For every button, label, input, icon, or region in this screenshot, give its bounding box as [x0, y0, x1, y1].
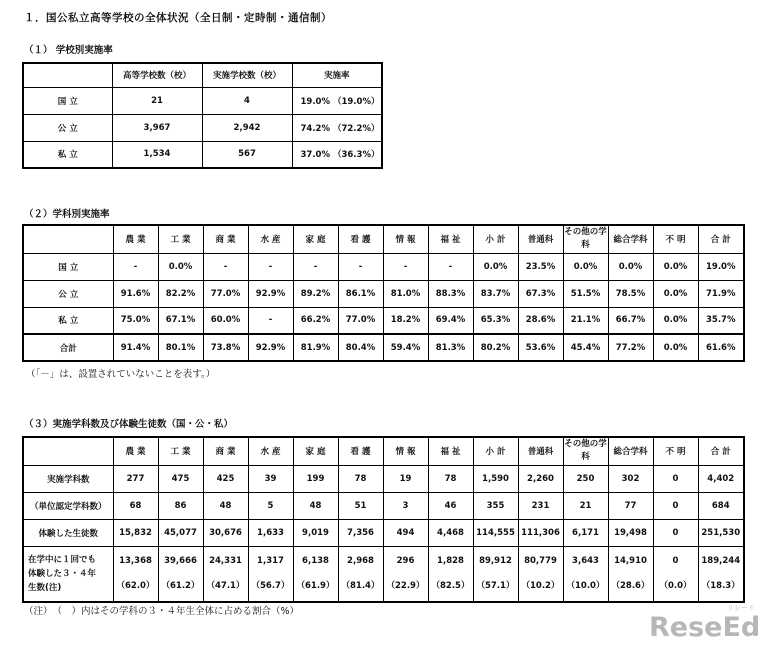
- rate-cell: 60.0%: [203, 307, 248, 334]
- header-cell: 商 業: [203, 225, 248, 253]
- count-cell: [293, 546, 338, 602]
- header-cell: 農 業: [113, 437, 158, 465]
- rate-cell: 19.0%: [698, 253, 744, 280]
- section3-note: （注） （ ）内はその学科の３・４年生全体に占める割合（%）: [24, 606, 300, 617]
- rate-previous: （72.2%）: [332, 123, 380, 134]
- header-cell: 工 業: [158, 225, 203, 253]
- rate-cell: 91.4%: [113, 334, 158, 361]
- count-cell: 250: [563, 465, 608, 492]
- table-row: [23, 519, 744, 546]
- implementing-count-cell: 567: [202, 141, 292, 168]
- table-row: [23, 280, 744, 307]
- header-cell: 合 計: [698, 437, 744, 465]
- header-cell: 総合学科: [608, 437, 653, 465]
- rate-cell: 18.2%: [383, 307, 428, 334]
- logo-text: ReseEd: [649, 612, 759, 640]
- row-label-line: 生数(注): [28, 582, 62, 593]
- implementing-count-cell: 4: [202, 87, 292, 114]
- department-rate-table: [22, 224, 745, 362]
- rate-cell: 67.1%: [158, 307, 203, 334]
- count-cell: 3: [383, 492, 428, 519]
- count-cell: 1,633: [248, 519, 293, 546]
- count-cell: [563, 546, 608, 602]
- count-cell: [428, 546, 473, 602]
- rate-cell: -: [428, 253, 473, 280]
- row-label: 国 立: [23, 253, 113, 280]
- header-cell: 福 祉: [428, 225, 473, 253]
- count-cell: 21: [563, 492, 608, 519]
- rate-cell: 91.6%: [113, 280, 158, 307]
- rate-cell: 23.5%: [518, 253, 563, 280]
- count-value: 3,643: [572, 555, 599, 566]
- count-cell: 251,530: [698, 519, 744, 546]
- count-cell: 9,019: [293, 519, 338, 546]
- count-cell: 7,356: [338, 519, 383, 546]
- count-cell: 0: [653, 465, 698, 492]
- rate-cell: 77.0%: [338, 307, 383, 334]
- rate-previous: （19.0%）: [332, 96, 380, 107]
- count-value: 13,368: [119, 555, 152, 566]
- count-cell: 355: [473, 492, 518, 519]
- count-cell: [473, 546, 518, 602]
- count-cell: 51: [338, 492, 383, 519]
- rate-cell: 92.9%: [248, 334, 293, 361]
- row-label: 合計: [23, 334, 113, 361]
- share-value: （0.0）: [659, 580, 692, 591]
- rate-cell: 66.2%: [293, 307, 338, 334]
- rate-cell: 0.0%: [158, 253, 203, 280]
- share-value: （28.6）: [611, 580, 650, 591]
- table-row: [23, 114, 382, 141]
- school-rate-table: [22, 62, 383, 169]
- row-label: 国 立: [23, 87, 112, 114]
- rate-cell: -: [338, 253, 383, 280]
- count-cell: 475: [158, 465, 203, 492]
- row-label: 公 立: [23, 114, 112, 141]
- rate-cell: 0.0%: [608, 253, 653, 280]
- rate-cell: 92.9%: [248, 280, 293, 307]
- rate-cell: 67.3%: [518, 280, 563, 307]
- count-value: 6,138: [302, 555, 329, 566]
- rate-cell: 0.0%: [473, 253, 518, 280]
- table-row: [23, 465, 744, 492]
- count-cell: 5: [248, 492, 293, 519]
- count-cell: 114,555: [473, 519, 518, 546]
- count-value: 1,828: [437, 555, 464, 566]
- rate-cell: 73.8%: [203, 334, 248, 361]
- count-cell: [338, 546, 383, 602]
- count-value: 39,666: [164, 555, 197, 566]
- rate-cell: -: [248, 253, 293, 280]
- row-label: 私 立: [23, 307, 113, 334]
- table-row: [23, 492, 744, 519]
- section2-heading: （２）学科別実施率: [24, 209, 110, 220]
- section1-heading: （１） 学校別実施率: [24, 45, 113, 56]
- rate-cell: 0.0%: [653, 334, 698, 361]
- table-header-row: [23, 63, 382, 87]
- row-label: 私 立: [23, 141, 112, 168]
- implementing-count-cell: 2,942: [202, 114, 292, 141]
- section3-heading: （３）実施学科数及び体験生徒数（国・公・私）: [24, 419, 234, 430]
- count-cell: 231: [518, 492, 563, 519]
- rate-cell: 80.2%: [473, 334, 518, 361]
- table-row: [23, 253, 744, 280]
- row-label: 体験した生徒数: [23, 519, 113, 546]
- count-cell: 15,832: [113, 519, 158, 546]
- share-value: （62.0）: [116, 580, 155, 591]
- header-cell: 実施率: [292, 63, 382, 87]
- table-row: [23, 141, 382, 168]
- header-cell: 小 計: [473, 225, 518, 253]
- rate-cell: 83.7%: [473, 280, 518, 307]
- count-value: 296: [396, 555, 415, 566]
- count-cell: [383, 546, 428, 602]
- count-value: 2,968: [347, 555, 374, 566]
- rate-cell: [292, 87, 382, 114]
- school-count-cell: 3,967: [112, 114, 202, 141]
- share-value: （61.2）: [161, 580, 200, 591]
- rate-cell: 77.0%: [203, 280, 248, 307]
- rate-cell: 75.0%: [113, 307, 158, 334]
- rate-cell: -: [248, 307, 293, 334]
- count-cell: 4,468: [428, 519, 473, 546]
- header-cell: 家 庭: [293, 225, 338, 253]
- rate-cell: 0.0%: [563, 253, 608, 280]
- count-cell: 78: [428, 465, 473, 492]
- row-label: [23, 546, 113, 602]
- header-cell: その他の学科: [563, 225, 608, 253]
- rate-cell: 80.4%: [338, 334, 383, 361]
- count-cell: 0: [653, 519, 698, 546]
- rate-cell: 80.1%: [158, 334, 203, 361]
- rate-cell: 35.7%: [698, 307, 744, 334]
- header-cell: 合 計: [698, 225, 744, 253]
- logo-subtext: リシード: [727, 604, 755, 612]
- share-value: （10.0）: [566, 580, 605, 591]
- header-cell: [23, 63, 112, 87]
- reseed-logo: [647, 600, 759, 644]
- count-cell: 4,402: [698, 465, 744, 492]
- count-cell: 86: [158, 492, 203, 519]
- count-cell: 2,260: [518, 465, 563, 492]
- header-cell: 看 護: [338, 225, 383, 253]
- header-cell: その他の学科: [563, 437, 608, 465]
- count-value: 14,910: [614, 555, 647, 566]
- header-cell: 家 庭: [293, 437, 338, 465]
- count-cell: 48: [203, 492, 248, 519]
- header-cell: 水 産: [248, 437, 293, 465]
- rate-cell: 61.6%: [698, 334, 744, 361]
- students-table: [22, 436, 745, 603]
- share-value: （22.9）: [386, 580, 425, 591]
- row-label: 公 立: [23, 280, 113, 307]
- rate-cell: [292, 114, 382, 141]
- rate-cell: 81.3%: [428, 334, 473, 361]
- table-row: [23, 307, 744, 334]
- share-value: （56.7）: [251, 580, 290, 591]
- share-value: （82.5）: [431, 580, 470, 591]
- rate-cell: 81.9%: [293, 334, 338, 361]
- rate-cell: 89.2%: [293, 280, 338, 307]
- count-cell: 48: [293, 492, 338, 519]
- share-value: （47.1）: [206, 580, 245, 591]
- header-cell: 普通科: [518, 437, 563, 465]
- count-cell: 45,077: [158, 519, 203, 546]
- count-cell: 302: [608, 465, 653, 492]
- header-cell: [23, 437, 113, 465]
- rate-value: 37.0%: [300, 150, 330, 161]
- count-cell: 19: [383, 465, 428, 492]
- header-cell: 高等学校数（校）: [112, 63, 202, 87]
- share-value: （10.2）: [521, 580, 560, 591]
- table-header-row: [23, 437, 744, 465]
- rate-cell: 0.0%: [653, 307, 698, 334]
- rate-cell: -: [113, 253, 158, 280]
- rate-value: 19.0%: [300, 96, 330, 107]
- count-cell: [698, 546, 744, 602]
- header-cell: 実施学校数（校）: [202, 63, 292, 87]
- count-value: 1,317: [257, 555, 284, 566]
- header-cell: 不 明: [653, 437, 698, 465]
- rate-value: 74.2%: [300, 123, 330, 134]
- rate-cell: -: [383, 253, 428, 280]
- rate-cell: 88.3%: [428, 280, 473, 307]
- table-row: [23, 87, 382, 114]
- header-cell: 情 報: [383, 437, 428, 465]
- count-cell: 6,171: [563, 519, 608, 546]
- count-cell: [113, 546, 158, 602]
- count-cell: 684: [698, 492, 744, 519]
- count-cell: 19,498: [608, 519, 653, 546]
- count-cell: 46: [428, 492, 473, 519]
- header-cell: 不 明: [653, 225, 698, 253]
- rate-cell: 51.5%: [563, 280, 608, 307]
- table-row: [23, 334, 744, 361]
- table-header-row: [23, 225, 744, 253]
- rate-cell: -: [293, 253, 338, 280]
- school-count-cell: 1,534: [112, 141, 202, 168]
- count-cell: 68: [113, 492, 158, 519]
- rate-cell: 81.0%: [383, 280, 428, 307]
- header-cell: 総合学科: [608, 225, 653, 253]
- header-cell: 工 業: [158, 437, 203, 465]
- row-label: （単位認定学科数）: [23, 492, 113, 519]
- header-cell: 普通科: [518, 225, 563, 253]
- count-cell: [158, 546, 203, 602]
- count-cell: 30,676: [203, 519, 248, 546]
- rate-cell: 0.0%: [653, 280, 698, 307]
- share-value: （61.9）: [296, 580, 335, 591]
- rate-cell: 78.5%: [608, 280, 653, 307]
- rate-cell: 65.3%: [473, 307, 518, 334]
- count-cell: [203, 546, 248, 602]
- header-cell: 看 護: [338, 437, 383, 465]
- header-cell: 福 祉: [428, 437, 473, 465]
- header-cell: 商 業: [203, 437, 248, 465]
- count-value: 80,779: [524, 555, 557, 566]
- count-cell: 0: [653, 492, 698, 519]
- header-cell: 水 産: [248, 225, 293, 253]
- header-cell: 情 報: [383, 225, 428, 253]
- rate-cell: 71.9%: [698, 280, 744, 307]
- count-cell: 494: [383, 519, 428, 546]
- count-cell: [248, 546, 293, 602]
- count-cell: 77: [608, 492, 653, 519]
- count-value: 24,331: [209, 555, 242, 566]
- rate-cell: 66.7%: [608, 307, 653, 334]
- share-value: （81.4）: [341, 580, 380, 591]
- header-cell: [23, 225, 113, 253]
- count-value: 189,244: [701, 555, 741, 566]
- rate-cell: 69.4%: [428, 307, 473, 334]
- section2-note: （「－」は、設置されていないことを表す。）: [26, 369, 216, 380]
- count-cell: 39: [248, 465, 293, 492]
- rate-cell: 53.6%: [518, 334, 563, 361]
- rate-cell: 59.4%: [383, 334, 428, 361]
- rate-cell: 45.4%: [563, 334, 608, 361]
- row-label-line: 在学中に１回でも: [28, 554, 97, 565]
- rate-cell: 77.2%: [608, 334, 653, 361]
- count-value: 89,912: [479, 555, 512, 566]
- document-title: １．国公私立高等学校の全体状況（全日制・定時制・通信制）: [24, 12, 332, 24]
- count-cell: [608, 546, 653, 602]
- share-value: （18.3）: [701, 580, 740, 591]
- share-value: （57.1）: [476, 580, 515, 591]
- row-label: 実施学科数: [23, 465, 113, 492]
- count-cell: 277: [113, 465, 158, 492]
- count-cell: 111,306: [518, 519, 563, 546]
- header-cell: 小 計: [473, 437, 518, 465]
- rate-cell: 0.0%: [653, 253, 698, 280]
- count-cell: 78: [338, 465, 383, 492]
- rate-previous: （36.3%）: [332, 150, 380, 161]
- count-cell: 425: [203, 465, 248, 492]
- header-cell: 農 業: [113, 225, 158, 253]
- row-label-line: 体験した３・４年: [28, 568, 97, 579]
- rate-cell: 28.6%: [518, 307, 563, 334]
- rate-cell: [292, 141, 382, 168]
- rate-cell: 82.2%: [158, 280, 203, 307]
- rate-cell: 86.1%: [338, 280, 383, 307]
- rate-cell: 21.1%: [563, 307, 608, 334]
- count-cell: [518, 546, 563, 602]
- rate-cell: -: [203, 253, 248, 280]
- count-cell: [653, 546, 698, 602]
- school-count-cell: 21: [112, 87, 202, 114]
- count-value: 0: [672, 555, 679, 566]
- table-row: [23, 546, 744, 602]
- count-cell: 1,590: [473, 465, 518, 492]
- count-cell: 199: [293, 465, 338, 492]
